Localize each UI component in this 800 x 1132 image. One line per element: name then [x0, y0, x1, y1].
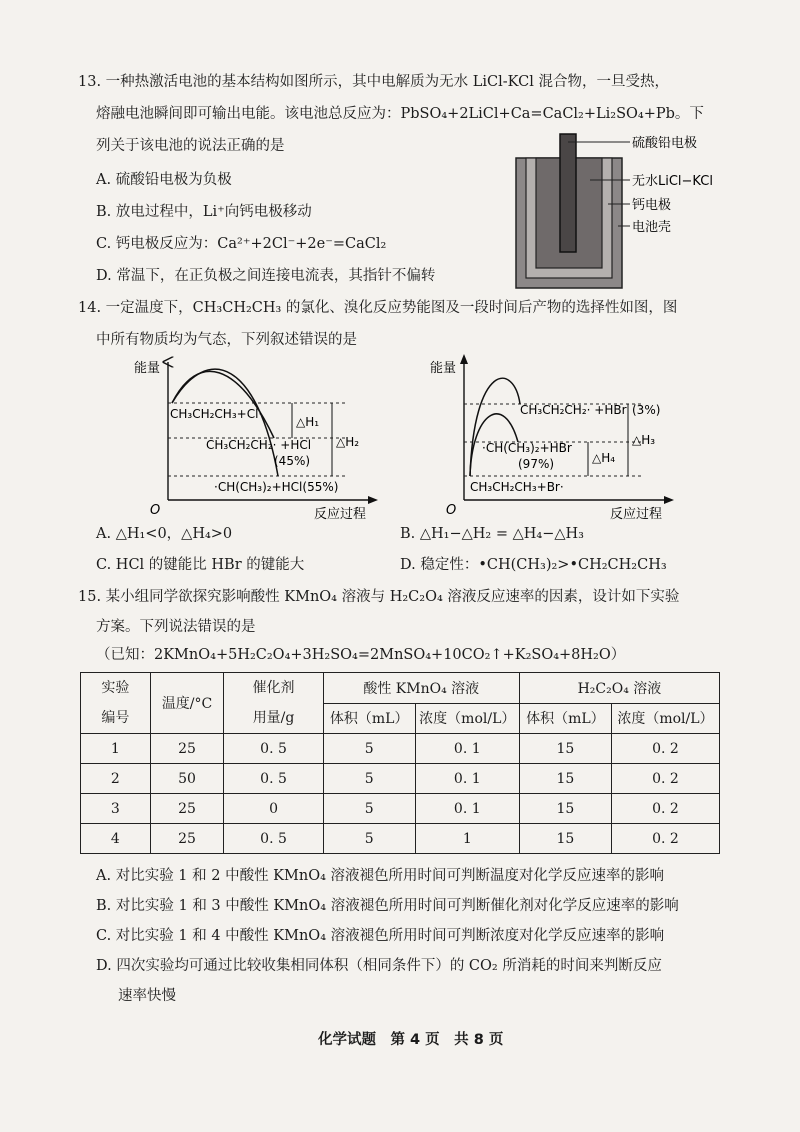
table-cell: 15: [519, 794, 611, 824]
table-cell: 15: [519, 764, 611, 794]
table-cell: 25: [150, 734, 224, 764]
table-cell: 3: [81, 794, 151, 824]
table-row: [81, 764, 720, 794]
level-secondary-radical: ·CH(CH₃)₂+HBr: [482, 441, 572, 455]
delta-h3: △H₃: [632, 433, 656, 447]
q15-known-equation: （已知：2KMnO₄+5H₂C₂O₄+3H₂SO₄=2MnSO₄+10CO₂↑+K₂SO₄+8H₂O）: [96, 647, 626, 663]
table-header-row: [81, 673, 720, 704]
curve-to-secondary: [172, 369, 278, 476]
header-exp-no: 实验 编号: [81, 673, 151, 734]
q14-option-d: D. 稳定性：•CH(CH₃)₂>•CH₂CH₂CH₃: [400, 557, 667, 573]
q13-stem-line1: 13. 一种热激活电池的基本结构如图所示，其中电解质为无水 LiCl-KCl 混合物，一旦受热，: [78, 74, 669, 90]
level-primary-selectivity: (3%): [632, 403, 661, 417]
origin-label: O: [446, 503, 457, 518]
table-cell: 0. 2: [611, 734, 719, 764]
label-battery-shell: 电池壳: [632, 220, 672, 235]
table-cell: 0. 1: [415, 734, 519, 764]
header-kmno4-volume: 体积（mL）: [323, 703, 415, 734]
x-axis-label: 反应过程: [610, 507, 663, 522]
table-cell: 0. 1: [415, 794, 519, 824]
table-cell: 1: [81, 734, 151, 764]
table-cell: 0. 1: [415, 764, 519, 794]
table-cell: 0: [224, 794, 323, 824]
q13-option-c: C. 钙电极反应为：Ca²⁺+2Cl⁻+2e⁻=CaCl₂: [96, 236, 387, 252]
header-kmno4-conc: 浓度（mol/L）: [415, 703, 519, 734]
table-cell: 1: [415, 824, 519, 854]
table-cell: 2: [81, 764, 151, 794]
table-cell: 0. 5: [224, 764, 323, 794]
header-kmno4: 酸性 KMnO₄ 溶液: [323, 673, 519, 704]
q14-stem-line1: 14. 一定温度下，CH₃CH₂CH₃ 的氯化、溴化反应势能图及一段时间后产物的选择性如图，图: [78, 300, 678, 316]
page-footer: 化学试题 第 4 页 共 8 页: [318, 1032, 504, 1048]
table-cell: 5: [323, 764, 415, 794]
table-cell: 0. 5: [224, 734, 323, 764]
q14-option-b: B. △H₁−△H₂ = △H₄−△H₃: [400, 526, 584, 542]
table-row: [81, 824, 720, 854]
y-axis-label: 能量: [430, 361, 457, 376]
bromination-energy-diagram: [424, 352, 686, 522]
q13-option-d: D. 常温下，在正负极之间连接电流表，其指针不偏转: [96, 268, 436, 284]
q15-option-c: C. 对比实验 1 和 4 中酸性 KMnO₄ 溶液褪色所用时间可判断浓度对化学反应速率的影响: [96, 928, 665, 944]
battery-diagram: [510, 128, 740, 298]
label-calcium-electrode: 钙电极: [632, 198, 672, 213]
table-cell: 15: [519, 734, 611, 764]
table-cell: 5: [323, 734, 415, 764]
table-cell: 0. 5: [224, 824, 323, 854]
table-cell: 5: [323, 794, 415, 824]
table-cell: 50: [150, 764, 224, 794]
level-secondary-radical: ·CH(CH₃)₂+HCl(55%): [214, 480, 339, 494]
table-cell: 0. 2: [611, 794, 719, 824]
table-row: [81, 794, 720, 824]
table-cell: 5: [323, 824, 415, 854]
q15-option-d: D. 四次实验均可通过比较收集相同体积（相同条件下）的 CO₂ 所消耗的时间来判断反应: [96, 958, 662, 974]
table-cell: 15: [519, 824, 611, 854]
q14-option-a: A. △H₁<0，△H₄>0: [96, 526, 233, 542]
origin-label: O: [150, 503, 161, 518]
header-h2c2o4: H₂C₂O₄ 溶液: [519, 673, 719, 704]
curve-to-primary: [172, 371, 274, 438]
x-axis-label: 反应过程: [314, 507, 367, 522]
table-cell: 25: [150, 794, 224, 824]
table-cell: 4: [81, 824, 151, 854]
q13-stem-line2: 熔融电池瞬间即可输出电能。该电池总反应为：PbSO₄+2LiCl+Ca=CaCl₂+Li₂SO₄+Pb。下: [96, 106, 704, 122]
header-h2c2o4-volume: 体积（mL）: [519, 703, 611, 734]
q15-stem-line1: 15. 某小组同学欲探究影响酸性 KMnO₄ 溶液与 H₂C₂O₄ 溶液反应速率的因素，设计如下实验: [78, 589, 680, 605]
header-catalyst: 催化剂 用量/g: [224, 673, 323, 734]
q15-option-b: B. 对比实验 1 和 3 中酸性 KMnO₄ 溶液褪色所用时间可判断催化剂对化学反应速率的影响: [96, 898, 679, 914]
chlorination-energy-diagram: [128, 352, 390, 522]
experiment-table: [80, 672, 720, 854]
lead-sulfate-electrode: [560, 134, 576, 252]
delta-h4: △H₄: [592, 451, 616, 465]
level-primary-radical: CH₃CH₂CH₂· +HBr: [520, 403, 627, 417]
delta-h1: △H₁: [296, 415, 320, 429]
header-temperature: 温度/°C: [150, 673, 224, 734]
table-cell: 25: [150, 824, 224, 854]
label-lead-sulfate-electrode: 硫酸铅电极: [632, 136, 698, 151]
q14-option-c: C. HCl 的键能比 HBr 的键能大: [96, 557, 305, 573]
q13-option-b: B. 放电过程中，Li⁺向钙电极移动: [96, 204, 312, 220]
label-electrolyte: 无水LiCl−KCl: [632, 174, 713, 189]
level-primary-radical: CH₃CH₂CH₂· +HCl: [206, 438, 312, 452]
level-reactants: CH₃CH₂CH₃+Br·: [470, 480, 564, 494]
delta-h2: △H₂: [336, 435, 360, 449]
table-cell: 0. 2: [611, 764, 719, 794]
q13-stem-line3: 列关于该电池的说法正确的是: [96, 138, 285, 154]
level-reactants: CH₃CH₂CH₃+Cl·: [170, 407, 263, 421]
q15-option-a: A. 对比实验 1 和 2 中酸性 KMnO₄ 溶液褪色所用时间可判断温度对化学反应速率的影响: [96, 868, 665, 884]
y-axis-label: 能量: [134, 361, 161, 376]
level-secondary-selectivity: (97%): [518, 457, 555, 471]
q15-stem-line2: 方案。下列说法错误的是: [96, 619, 256, 635]
table-row: [81, 734, 720, 764]
q15-option-d-continued: 速率快慢: [118, 988, 176, 1004]
q13-option-a: A. 硫酸铅电极为负极: [96, 172, 232, 188]
q14-stem-line2: 中所有物质均为气态，下列叙述错误的是: [96, 332, 357, 348]
level-primary-selectivity: (45%): [274, 454, 311, 468]
table-cell: 0. 2: [611, 824, 719, 854]
header-h2c2o4-conc: 浓度（mol/L）: [611, 703, 719, 734]
